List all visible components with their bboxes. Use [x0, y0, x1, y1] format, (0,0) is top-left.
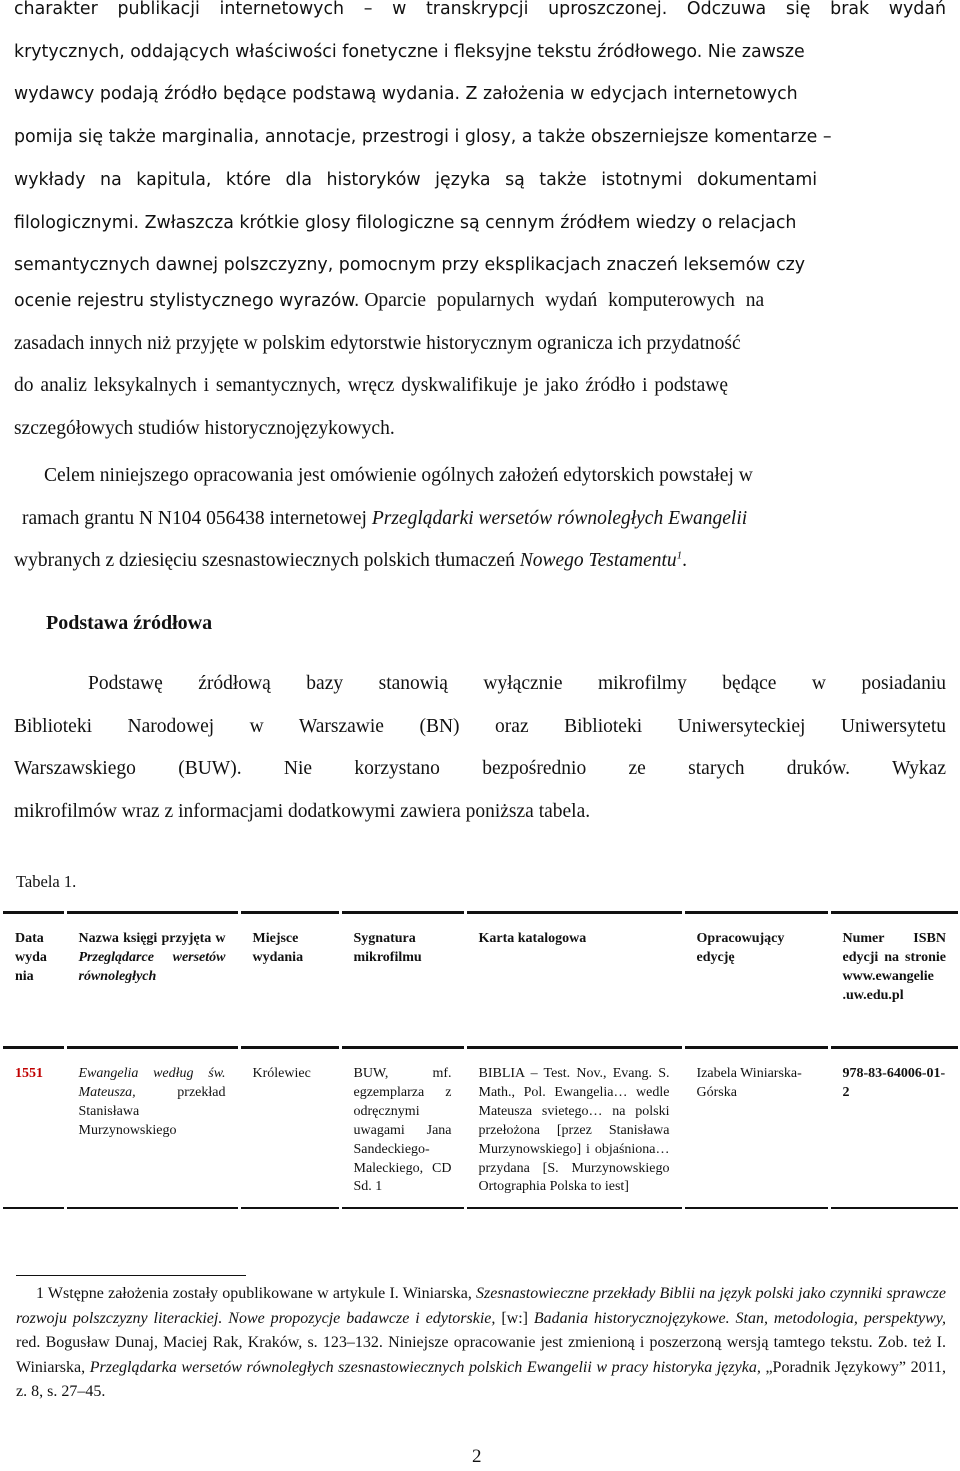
footnote-number: 1 [36, 1285, 44, 1302]
table-row [3, 1048, 958, 1209]
table-header-row [3, 913, 958, 1048]
text-line: zasadach innych niż przyjęte w polskim edytorstwie historycznym ogranicza ich przydatność [14, 332, 741, 354]
text-line: krytycznych, oddających właściwości fonetyczne i fleksyjne tekstu źródłowego. Nie zawsze [14, 41, 805, 62]
footnote-ref[interactable]: 1 [676, 549, 683, 562]
header-date: Data wyda nia [15, 931, 47, 984]
aim-paragraph: Celem niniejszego opracowania jest omówienie ogólnych założeń edytorskich powstałej w ramach grantu N N104 056438 internetowej Przeglądarki wersetów równoległych Ewangelii wybranych z dziesięciu szesnastowiecznych polskich tłumaczeń Nowego Testamentu$^1$. [14, 455, 946, 583]
header-place: Miejsce wydania [239, 913, 340, 1048]
header-editor: Opracowujący edycję [683, 913, 829, 1048]
text-line: wydawcy podają źródło będące podstawą wydania. Z założenia w edycjach internetowych [14, 84, 798, 105]
text-line: wybranych z dziesięciu szesnastowiecznych polskich tłumaczeń [14, 550, 515, 571]
microfilm-table [3, 911, 958, 1209]
text-line: Biblioteki Narodowej w Warszawie (BN) oraz Biblioteki Uniwersyteckiej Uniwersytetu [14, 715, 946, 737]
table-caption: Tabela 1. [16, 872, 77, 891]
cell-name: Ewangelia według św. Mateusza, przekład Stanisława Murzynowskiego [65, 1048, 239, 1209]
text-line: Warszawskiego (BUW). Nie korzystano bezpośrednio ze starych druków. Wykaz [14, 758, 946, 779]
text-line: ramach grantu N N104 056438 internetowej [22, 507, 367, 529]
header-card: Karta katalogowa [465, 913, 683, 1048]
cell-isbn: 978-83-64006-01-2 [829, 1048, 958, 1209]
cell-place: Królewiec [239, 1048, 340, 1209]
text-line: do analiz leksykalnych i semantycznych, wręcz dyskwalifikuje je jako źródło i podstawę [14, 375, 729, 396]
footnote: 1 Wstępne założenia zostały opublikowane w artykule I. Winiarska, Szesnastowieczne przekłady Biblii na język polski jako czynniki sprawcze rozwoju polszczyzny literackiej. Nowe propozycje badawcze i edytorskie, [w:] Badania historycznojęzykowe. Stan, metodologia, perspektywy, red. Bogusław Dunaj, Maciej Rak, Kraków, s. 123–132. Niniejsze opracowanie jest zmienioną i poszerzoną wersją tamtego tekstu. Zob. też I. Winiarska, Przeglądarka wersetów równoległych szesnastowiecznych polskich Ewangelii w pracy historyka języka, „Poradnik Językowy” 2011, z. 8, s. 27–45. [16, 1285, 947, 1401]
section-heading: Podstawa źródłowa [46, 612, 213, 634]
section-paragraph [14, 663, 946, 833]
text-line: mikrofilmów wraz z informacjami dodatkowymi zawiera poniższa tabela. [14, 800, 591, 822]
cell-signature: BUW, mf. egzemplarza z odręcznymi uwagami Jana Sandeckiego-Maleckiego, CD Sd. 1 [340, 1048, 465, 1209]
text-line: pomija się także marginalia, annotacje, przestrogi i glosy, a także obszerniejsze komentarze – [14, 127, 832, 148]
text-line: wykłady na kapitula, które dla historyków języka są także istotnymi dokumentami [14, 169, 818, 190]
header-signature: Sygnatura mikrofilmu [340, 913, 465, 1048]
text-line: filologicznymi. Zwłaszcza krótkie glosy filologiczne są cennym źródłem wiedzy o relacjach [14, 212, 797, 233]
text-line: szczegółowych studiów historycznojęzykowych. [14, 417, 395, 439]
text-line: Podstawę źródłową bazy stanowią wyłącznie mikrofilmy będące w posiadaniu [88, 673, 946, 694]
text-line: semantycznych dawnej polszczyzny, pomocnym przy eksplikacjach znaczeń leksemów czy [14, 255, 806, 276]
text-line: Celem niniejszego opracowania jest omówienie ogólnych założeń edytorskich powstałej w [44, 465, 753, 486]
cell-card: BIBLIA – Test. Nov., Evang. S. Math., Pol. Ewangelia… wedle Mateusza svietego… na polski przełożona [przez Stanisława Murzynowskiego] i objaśniona… przydana [S. Murzynowskiego Ortographia Polska to iest] [465, 1048, 683, 1209]
header-name: Nazwa księgi przyjęta w Przeglądarce wersetów równoległych [65, 913, 239, 1048]
text-line: charakter publikacji internetowych – w transkrypcji uproszczonej. Odczuwa się brak wydań [14, 0, 946, 19]
grant-title: Przeglądarki wersetów równoległych Ewangelii [371, 507, 748, 529]
book-title: Nowego Testamentu [519, 550, 677, 571]
cell-editor: Izabela Winiarska-Górska [683, 1048, 829, 1209]
text-line: Oparcie popularnych wydań komputerowych na [364, 290, 765, 311]
header-isbn: Numer ISBN edycji na stronie www.ewangelie .uw.edu.pl [829, 913, 958, 1048]
cell-date: 1551 [15, 1066, 43, 1081]
page-number: 2 [472, 1446, 482, 1467]
footnote-separator [16, 1275, 246, 1276]
text-line: ocenie rejestru stylistycznego wyrazów. [14, 291, 360, 311]
